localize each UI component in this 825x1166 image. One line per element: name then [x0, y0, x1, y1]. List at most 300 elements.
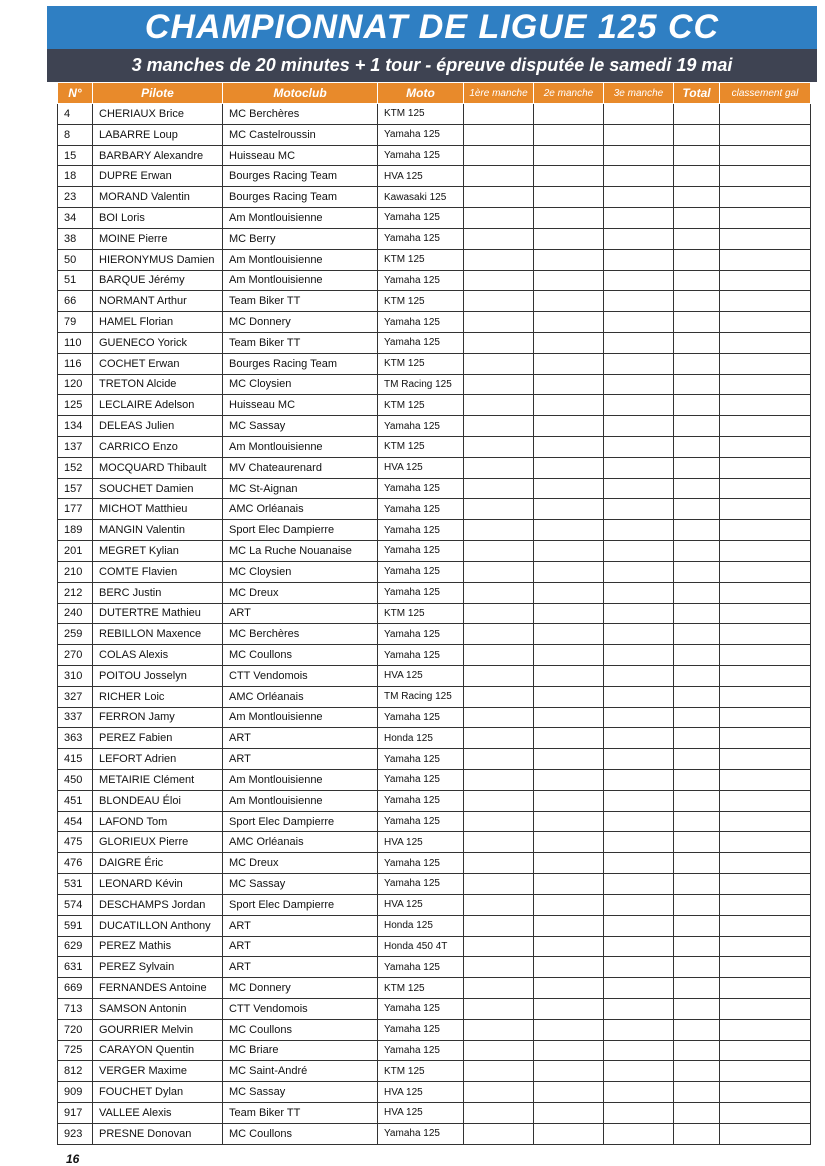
- cell-empty: [464, 416, 534, 437]
- cell-moto: HVA 125: [378, 832, 464, 853]
- cell-motoclub: Am Montlouisienne: [223, 208, 378, 229]
- cell-motoclub: ART: [223, 936, 378, 957]
- cell-number: 4: [58, 104, 93, 125]
- col-header-pilote: Pilote: [93, 83, 223, 104]
- col-header-number: N°: [58, 83, 93, 104]
- cell-pilote: MICHOT Matthieu: [93, 499, 223, 520]
- cell-empty: [604, 665, 674, 686]
- cell-moto: Yamaha 125: [378, 478, 464, 499]
- cell-pilote: RICHER Loic: [93, 686, 223, 707]
- table-row: [58, 1103, 811, 1124]
- table-row: [58, 124, 811, 145]
- cell-empty: [674, 395, 720, 416]
- cell-empty: [534, 894, 604, 915]
- cell-moto: TM Racing 125: [378, 374, 464, 395]
- cell-empty: [674, 1082, 720, 1103]
- cell-pilote: MORAND Valentin: [93, 187, 223, 208]
- table-row: [58, 811, 811, 832]
- cell-empty: [534, 603, 604, 624]
- cell-empty: [720, 603, 811, 624]
- cell-empty: [604, 894, 674, 915]
- cell-empty: [674, 915, 720, 936]
- cell-motoclub: MC Castelroussin: [223, 124, 378, 145]
- cell-empty: [604, 686, 674, 707]
- cell-empty: [604, 208, 674, 229]
- cell-pilote: COLAS Alexis: [93, 645, 223, 666]
- cell-empty: [604, 520, 674, 541]
- cell-empty: [464, 1103, 534, 1124]
- cell-empty: [720, 915, 811, 936]
- cell-motoclub: MC Dreux: [223, 582, 378, 603]
- cell-empty: [674, 853, 720, 874]
- cell-empty: [720, 790, 811, 811]
- cell-pilote: GUENECO Yorick: [93, 332, 223, 353]
- table-row: [58, 1019, 811, 1040]
- table-row: [58, 104, 811, 125]
- cell-motoclub: MV Chateaurenard: [223, 457, 378, 478]
- cell-motoclub: MC Cloysien: [223, 561, 378, 582]
- cell-number: 125: [58, 395, 93, 416]
- cell-pilote: VALLEE Alexis: [93, 1103, 223, 1124]
- cell-empty: [674, 208, 720, 229]
- cell-motoclub: Am Montlouisienne: [223, 249, 378, 270]
- cell-motoclub: CTT Vendomois: [223, 998, 378, 1019]
- cell-empty: [464, 790, 534, 811]
- cell-empty: [720, 561, 811, 582]
- cell-empty: [534, 790, 604, 811]
- cell-empty: [674, 541, 720, 562]
- table-row: [58, 395, 811, 416]
- table-row: [58, 478, 811, 499]
- cell-motoclub: MC Berry: [223, 228, 378, 249]
- page-subtitle: 3 manches de 20 minutes + 1 tour - épreuve disputée le samedi 19 mai: [47, 49, 817, 82]
- cell-empty: [674, 603, 720, 624]
- cell-empty: [674, 457, 720, 478]
- cell-empty: [604, 749, 674, 770]
- cell-empty: [534, 353, 604, 374]
- cell-pilote: METAIRIE Clément: [93, 770, 223, 791]
- cell-empty: [464, 478, 534, 499]
- cell-empty: [604, 874, 674, 895]
- cell-empty: [534, 1103, 604, 1124]
- cell-moto: Yamaha 125: [378, 124, 464, 145]
- cell-empty: [464, 499, 534, 520]
- cell-pilote: BLONDEAU Éloi: [93, 790, 223, 811]
- cell-pilote: REBILLON Maxence: [93, 624, 223, 645]
- cell-empty: [464, 457, 534, 478]
- cell-empty: [720, 582, 811, 603]
- cell-empty: [604, 437, 674, 458]
- cell-moto: KTM 125: [378, 353, 464, 374]
- cell-empty: [464, 832, 534, 853]
- cell-number: 725: [58, 1040, 93, 1061]
- cell-pilote: PRESNE Donovan: [93, 1123, 223, 1144]
- cell-motoclub: Bourges Racing Team: [223, 187, 378, 208]
- cell-moto: Honda 125: [378, 728, 464, 749]
- cell-empty: [464, 1082, 534, 1103]
- cell-number: 923: [58, 1123, 93, 1144]
- cell-empty: [534, 374, 604, 395]
- cell-empty: [604, 624, 674, 645]
- cell-empty: [720, 894, 811, 915]
- cell-moto: Yamaha 125: [378, 957, 464, 978]
- cell-empty: [604, 270, 674, 291]
- cell-moto: Yamaha 125: [378, 1019, 464, 1040]
- cell-empty: [464, 665, 534, 686]
- cell-empty: [464, 728, 534, 749]
- cell-empty: [720, 270, 811, 291]
- cell-empty: [720, 312, 811, 333]
- cell-empty: [674, 790, 720, 811]
- cell-empty: [604, 1040, 674, 1061]
- table-row: [58, 312, 811, 333]
- cell-empty: [720, 624, 811, 645]
- cell-empty: [720, 353, 811, 374]
- cell-motoclub: AMC Orléanais: [223, 686, 378, 707]
- cell-number: 34: [58, 208, 93, 229]
- cell-moto: HVA 125: [378, 665, 464, 686]
- table-row: [58, 749, 811, 770]
- cell-empty: [604, 645, 674, 666]
- cell-empty: [464, 1123, 534, 1144]
- cell-empty: [720, 1103, 811, 1124]
- cell-empty: [720, 166, 811, 187]
- cell-empty: [534, 1061, 604, 1082]
- cell-empty: [464, 645, 534, 666]
- cell-empty: [604, 790, 674, 811]
- cell-empty: [720, 686, 811, 707]
- table-row: [58, 437, 811, 458]
- cell-empty: [674, 187, 720, 208]
- cell-empty: [720, 707, 811, 728]
- cell-moto: Yamaha 125: [378, 499, 464, 520]
- cell-empty: [720, 187, 811, 208]
- cell-empty: [674, 665, 720, 686]
- cell-empty: [534, 145, 604, 166]
- table-row: [58, 978, 811, 999]
- table-row: [58, 1123, 811, 1144]
- cell-moto: Yamaha 125: [378, 1040, 464, 1061]
- cell-empty: [720, 208, 811, 229]
- cell-number: 629: [58, 936, 93, 957]
- cell-empty: [604, 1061, 674, 1082]
- cell-motoclub: MC Briare: [223, 1040, 378, 1061]
- cell-pilote: HAMEL Florian: [93, 312, 223, 333]
- cell-pilote: COCHET Erwan: [93, 353, 223, 374]
- cell-motoclub: Huisseau MC: [223, 395, 378, 416]
- cell-moto: KTM 125: [378, 978, 464, 999]
- cell-empty: [534, 936, 604, 957]
- cell-empty: [720, 416, 811, 437]
- cell-empty: [534, 332, 604, 353]
- cell-empty: [464, 561, 534, 582]
- cell-pilote: VERGER Maxime: [93, 1061, 223, 1082]
- cell-empty: [674, 811, 720, 832]
- cell-motoclub: MC Saint-André: [223, 1061, 378, 1082]
- cell-empty: [604, 374, 674, 395]
- cell-empty: [534, 582, 604, 603]
- cell-empty: [604, 832, 674, 853]
- cell-number: 50: [58, 249, 93, 270]
- cell-moto: Kawasaki 125: [378, 187, 464, 208]
- cell-number: 310: [58, 665, 93, 686]
- cell-moto: Yamaha 125: [378, 624, 464, 645]
- cell-empty: [604, 145, 674, 166]
- cell-moto: KTM 125: [378, 1061, 464, 1082]
- cell-empty: [604, 1082, 674, 1103]
- cell-empty: [534, 541, 604, 562]
- cell-empty: [534, 665, 604, 686]
- cell-motoclub: Am Montlouisienne: [223, 437, 378, 458]
- cell-empty: [674, 1103, 720, 1124]
- table-row: [58, 187, 811, 208]
- cell-pilote: LECLAIRE Adelson: [93, 395, 223, 416]
- cell-empty: [720, 853, 811, 874]
- cell-number: 212: [58, 582, 93, 603]
- table-row: [58, 874, 811, 895]
- cell-empty: [464, 541, 534, 562]
- cell-empty: [674, 1040, 720, 1061]
- col-header-manche-3: 3e manche: [604, 83, 674, 104]
- cell-empty: [534, 291, 604, 312]
- cell-pilote: DELEAS Julien: [93, 416, 223, 437]
- cell-motoclub: Am Montlouisienne: [223, 770, 378, 791]
- cell-empty: [464, 353, 534, 374]
- cell-empty: [534, 1082, 604, 1103]
- cell-empty: [674, 437, 720, 458]
- cell-motoclub: ART: [223, 728, 378, 749]
- cell-motoclub: Sport Elec Dampierre: [223, 894, 378, 915]
- cell-number: 157: [58, 478, 93, 499]
- cell-empty: [464, 957, 534, 978]
- cell-motoclub: MC Berchères: [223, 104, 378, 125]
- cell-pilote: POITOU Josselyn: [93, 665, 223, 686]
- cell-empty: [674, 312, 720, 333]
- cell-empty: [534, 457, 604, 478]
- cell-number: 79: [58, 312, 93, 333]
- cell-empty: [720, 936, 811, 957]
- cell-empty: [720, 478, 811, 499]
- table-row: [58, 353, 811, 374]
- cell-empty: [674, 832, 720, 853]
- cell-moto: KTM 125: [378, 249, 464, 270]
- cell-empty: [604, 770, 674, 791]
- cell-pilote: CARRICO Enzo: [93, 437, 223, 458]
- cell-motoclub: MC Donnery: [223, 312, 378, 333]
- cell-number: 134: [58, 416, 93, 437]
- cell-empty: [464, 894, 534, 915]
- table-row: [58, 790, 811, 811]
- cell-empty: [534, 978, 604, 999]
- cell-empty: [534, 811, 604, 832]
- cell-pilote: BARQUE Jérémy: [93, 270, 223, 291]
- cell-moto: Yamaha 125: [378, 998, 464, 1019]
- col-header-moto: Moto: [378, 83, 464, 104]
- cell-empty: [534, 998, 604, 1019]
- cell-empty: [720, 395, 811, 416]
- cell-empty: [464, 915, 534, 936]
- cell-empty: [604, 811, 674, 832]
- table-row: [58, 728, 811, 749]
- cell-empty: [720, 124, 811, 145]
- cell-moto: Yamaha 125: [378, 1123, 464, 1144]
- cell-empty: [604, 124, 674, 145]
- cell-pilote: DESCHAMPS Jordan: [93, 894, 223, 915]
- cell-empty: [674, 936, 720, 957]
- cell-number: 631: [58, 957, 93, 978]
- cell-empty: [674, 104, 720, 125]
- cell-moto: Yamaha 125: [378, 853, 464, 874]
- table-row: [58, 457, 811, 478]
- cell-number: 475: [58, 832, 93, 853]
- cell-pilote: SOUCHET Damien: [93, 478, 223, 499]
- cell-moto: KTM 125: [378, 603, 464, 624]
- cell-empty: [674, 124, 720, 145]
- cell-empty: [674, 728, 720, 749]
- cell-empty: [720, 249, 811, 270]
- cell-motoclub: Team Biker TT: [223, 1103, 378, 1124]
- cell-empty: [674, 270, 720, 291]
- cell-empty: [604, 332, 674, 353]
- cell-empty: [720, 457, 811, 478]
- cell-motoclub: MC La Ruche Nouanaise: [223, 541, 378, 562]
- cell-motoclub: CTT Vendomois: [223, 665, 378, 686]
- cell-empty: [720, 104, 811, 125]
- cell-pilote: PEREZ Mathis: [93, 936, 223, 957]
- cell-pilote: LEONARD Kévin: [93, 874, 223, 895]
- page-title: CHAMPIONNAT DE LIGUE 125 CC: [47, 6, 817, 49]
- cell-empty: [674, 561, 720, 582]
- cell-motoclub: AMC Orléanais: [223, 832, 378, 853]
- cell-number: 201: [58, 541, 93, 562]
- cell-empty: [604, 166, 674, 187]
- cell-empty: [604, 395, 674, 416]
- cell-motoclub: AMC Orléanais: [223, 499, 378, 520]
- cell-empty: [674, 1123, 720, 1144]
- cell-empty: [534, 395, 604, 416]
- table-row: [58, 208, 811, 229]
- cell-empty: [720, 770, 811, 791]
- cell-pilote: FERRON Jamy: [93, 707, 223, 728]
- cell-empty: [464, 291, 534, 312]
- cell-moto: Yamaha 125: [378, 208, 464, 229]
- cell-empty: [674, 894, 720, 915]
- cell-empty: [674, 1061, 720, 1082]
- cell-empty: [720, 1019, 811, 1040]
- cell-empty: [464, 124, 534, 145]
- col-header-motoclub: Motoclub: [223, 83, 378, 104]
- cell-empty: [674, 978, 720, 999]
- cell-pilote: GLORIEUX Pierre: [93, 832, 223, 853]
- cell-empty: [604, 457, 674, 478]
- table-row: [58, 832, 811, 853]
- cell-empty: [464, 395, 534, 416]
- cell-empty: [604, 728, 674, 749]
- table-row: [58, 1082, 811, 1103]
- cell-empty: [604, 104, 674, 125]
- cell-pilote: MANGIN Valentin: [93, 520, 223, 541]
- cell-moto: Yamaha 125: [378, 749, 464, 770]
- cell-empty: [720, 1123, 811, 1144]
- cell-moto: Yamaha 125: [378, 270, 464, 291]
- cell-empty: [720, 374, 811, 395]
- cell-empty: [534, 957, 604, 978]
- cell-empty: [464, 166, 534, 187]
- cell-number: 415: [58, 749, 93, 770]
- cell-empty: [534, 832, 604, 853]
- table-row: [58, 145, 811, 166]
- cell-empty: [604, 915, 674, 936]
- table-row: [58, 998, 811, 1019]
- cell-empty: [674, 624, 720, 645]
- cell-empty: [604, 416, 674, 437]
- cell-empty: [464, 312, 534, 333]
- cell-number: 270: [58, 645, 93, 666]
- cell-number: 909: [58, 1082, 93, 1103]
- table-row: [58, 624, 811, 645]
- cell-empty: [464, 998, 534, 1019]
- cell-empty: [720, 957, 811, 978]
- cell-moto: HVA 125: [378, 1082, 464, 1103]
- cell-empty: [604, 1103, 674, 1124]
- table-row: [58, 770, 811, 791]
- cell-empty: [604, 853, 674, 874]
- cell-motoclub: MC St-Aignan: [223, 478, 378, 499]
- cell-empty: [534, 561, 604, 582]
- cell-empty: [674, 749, 720, 770]
- table-row: [58, 416, 811, 437]
- cell-moto: KTM 125: [378, 291, 464, 312]
- table-row: [58, 894, 811, 915]
- cell-number: 137: [58, 437, 93, 458]
- cell-empty: [720, 978, 811, 999]
- cell-empty: [464, 104, 534, 125]
- cell-empty: [604, 228, 674, 249]
- cell-pilote: DUPRE Erwan: [93, 166, 223, 187]
- cell-empty: [534, 853, 604, 874]
- cell-motoclub: MC Donnery: [223, 978, 378, 999]
- cell-pilote: BERC Justin: [93, 582, 223, 603]
- cell-moto: Yamaha 125: [378, 811, 464, 832]
- cell-empty: [534, 728, 604, 749]
- cell-number: 337: [58, 707, 93, 728]
- table-row: [58, 249, 811, 270]
- cell-empty: [604, 1123, 674, 1144]
- cell-pilote: LEFORT Adrien: [93, 749, 223, 770]
- cell-empty: [534, 1019, 604, 1040]
- col-header-classement: classement gal: [720, 83, 811, 104]
- cell-empty: [674, 478, 720, 499]
- cell-number: 120: [58, 374, 93, 395]
- cell-empty: [674, 998, 720, 1019]
- cell-empty: [674, 582, 720, 603]
- cell-moto: KTM 125: [378, 437, 464, 458]
- cell-pilote: HIERONYMUS Damien: [93, 249, 223, 270]
- cell-pilote: SAMSON Antonin: [93, 998, 223, 1019]
- cell-number: 240: [58, 603, 93, 624]
- cell-empty: [720, 291, 811, 312]
- cell-number: 363: [58, 728, 93, 749]
- cell-empty: [534, 686, 604, 707]
- cell-empty: [534, 645, 604, 666]
- cell-empty: [604, 957, 674, 978]
- cell-number: 51: [58, 270, 93, 291]
- cell-empty: [604, 998, 674, 1019]
- cell-empty: [720, 499, 811, 520]
- cell-empty: [720, 228, 811, 249]
- cell-empty: [534, 1040, 604, 1061]
- cell-pilote: MOCQUARD Thibault: [93, 457, 223, 478]
